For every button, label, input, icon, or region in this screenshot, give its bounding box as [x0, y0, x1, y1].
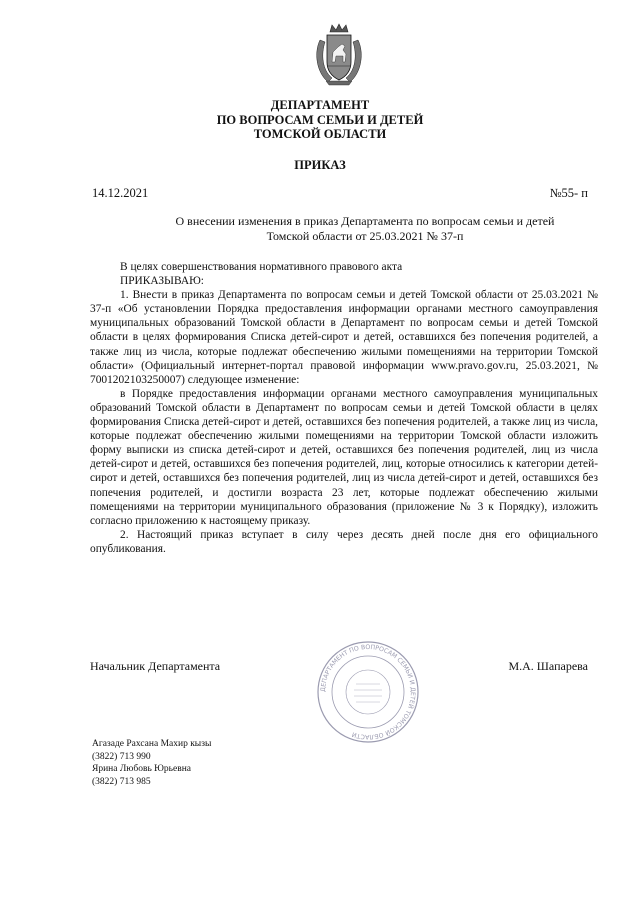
department-line: ПО ВОПРОСАМ СЕМЬИ И ДЕТЕЙ — [216, 112, 424, 127]
signatory-title: Начальник Департамента — [90, 659, 221, 673]
subject-line: О внесении изменения в приказ Департамента по вопросам семьи и детей — [175, 214, 555, 228]
contact-line: (3822) 713 985 — [92, 776, 151, 787]
body-command: ПРИКАЗЫВАЮ: — [120, 275, 204, 288]
contact-line: (3822) 713 990 — [92, 751, 151, 762]
body-paragraph-2: в Порядке предоставления информации органами местного самоуправления муниципальных образований Томской области в Департамент по вопросам семьи и детей Томской области в целях формирования Списка детей-сирот и детей, оставшихся без попечения родителей, а также лиц из числа, которые подлежат обеспечению жилыми помещениями на территории Томской области изложить форму выписки из списка детей-сирот и детей, оставшихся без попечения родителей, лиц из числа детей-сирот и детей, оставшихся без попечения родителей, лиц, которые относились к категории детей-сирот и детей, оставшихся без попечения родителей, лиц из числа детей-сирот и детей, оставшихся без попечения родителей, и достигли возраста 23 лет, которые подлежат обеспечению жилыми помещениями на территории муниципального образования (приложение № 3 к Порядку), изложить согласно приложению к настоящему приказу. — [90, 387, 598, 527]
svg-text:ДЕПАРТАМЕНТ ПО ВОПРОСАМ СЕМЬИ — [320, 644, 416, 740]
department-name — [0, 98, 640, 142]
document-body — [90, 260, 598, 556]
body-paragraph-3: 2. Настоящий приказ вступает в силу через десять дней после дня его официального опубликования. — [90, 528, 598, 555]
signatory-name: М.А. Шапарева — [508, 659, 588, 673]
contact-line: Ярина Любовь Юрьевна — [92, 764, 192, 775]
coat-of-arms-emblem — [312, 22, 366, 88]
document-number: №55- п — [549, 186, 588, 200]
document-date: 14.12.2021 — [92, 186, 149, 200]
department-line: ДЕПАРТАМЕНТ — [270, 98, 370, 112]
document-subject — [140, 214, 590, 244]
body-intro: В целях совершенствования нормативного правового акта — [120, 261, 403, 273]
contact-line: Агазаде Рахсана Махир кызы — [92, 739, 212, 749]
contact-block — [92, 738, 211, 788]
department-line: ТОМСКОЙ ОБЛАСТИ — [253, 127, 387, 141]
stamp-text: ДЕПАРТАМЕНТ ПО ВОПРОСАМ СЕМЬИ И ДЕТЕЙ ТОМСКОЙ ОБЛАСТИ — [319, 643, 417, 741]
subject-line: Томской области от 25.03.2021 № 37-п — [266, 229, 464, 243]
document-type-title: ПРИКАЗ — [294, 158, 346, 172]
body-paragraph-1: 1. Внести в приказ Департамента по вопросам семьи и детей Томской области от 25.03.2021 № 37-п «Об установлении Порядка предоставления информации органами местного самоуправления муниципальных образований Томской области в Департамент по вопросам семьи и детей Томской области в целях формирования Списка детей-сирот и детей, оставшихся без попечения родителей, а также лиц из числа, которые подлежат обеспечению жилыми помещениями на территории Томской области» (Официальный интернет-портал правовой информации www.pravo.gov.ru, 25.03.2021, № 7001202103250007) следующее изменение: — [90, 289, 598, 386]
official-stamp — [316, 640, 420, 744]
